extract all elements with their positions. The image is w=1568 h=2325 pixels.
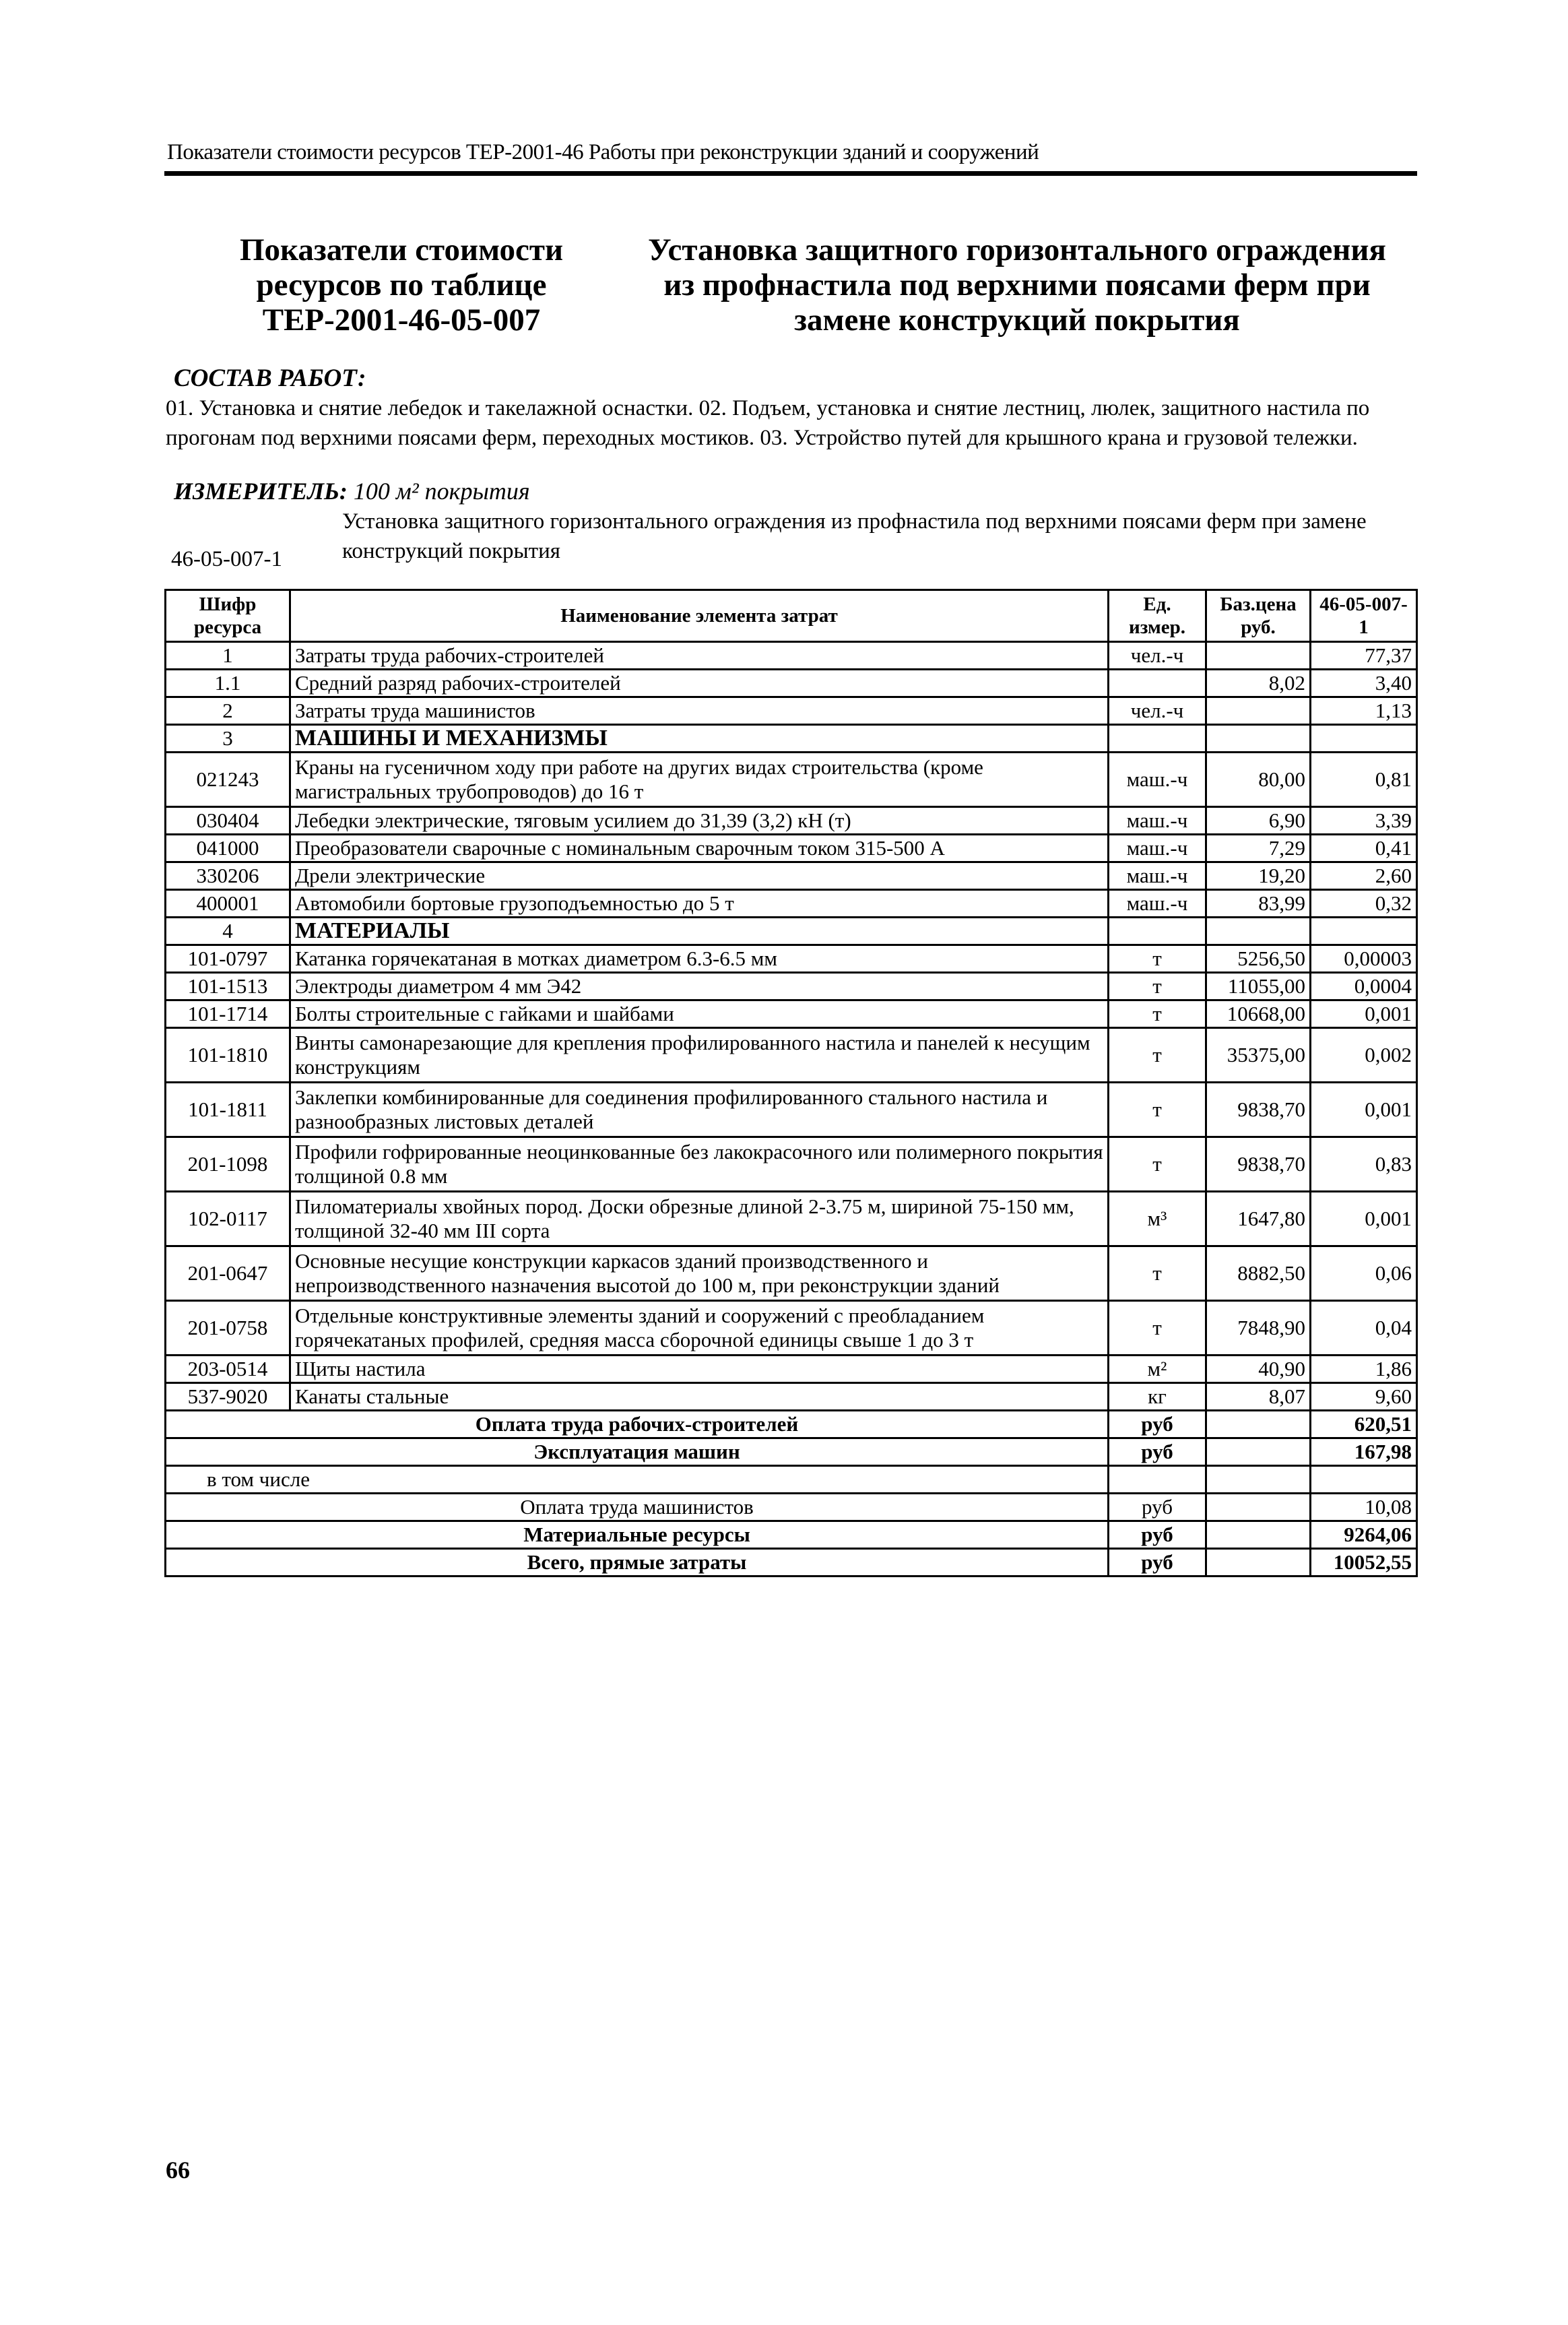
- cell-price: 9838,70: [1206, 1083, 1311, 1137]
- cell-qty: 3,39: [1311, 807, 1417, 835]
- cell-qty: 0,001: [1311, 1083, 1417, 1137]
- cell-price: 8882,50: [1206, 1246, 1311, 1301]
- table-row: [166, 1383, 1417, 1411]
- total-label: Эксплуатация машин: [166, 1438, 1109, 1466]
- header-price: Баз.цена руб.: [1206, 590, 1311, 642]
- table-row: [166, 753, 1417, 807]
- cell-code: 101-1810: [166, 1028, 290, 1083]
- cell-unit: т: [1109, 1301, 1206, 1356]
- cell-code: 201-1098: [166, 1137, 290, 1192]
- table-row: [166, 890, 1417, 918]
- cell-price: 19,20: [1206, 862, 1311, 890]
- table-row: [166, 1356, 1417, 1383]
- cell-code: 201-0758: [166, 1301, 290, 1356]
- cell-price: 11055,00: [1206, 973, 1311, 1000]
- cell-code: 101-1513: [166, 973, 290, 1000]
- cell-qty: 0,00003: [1311, 945, 1417, 973]
- cell-code: 3: [166, 725, 290, 753]
- table-row: [166, 642, 1417, 670]
- cell-name: Средний разряд рабочих-строителей: [290, 670, 1109, 697]
- cell-qty: [1311, 918, 1417, 945]
- cell-code: 101-1714: [166, 1000, 290, 1028]
- total-unit: руб: [1109, 1411, 1206, 1438]
- running-header: Показатели стоимости ресурсов ТЕР-2001-46 Работы при реконструкции зданий и сооружений: [167, 140, 1039, 164]
- cell-name: Пиломатериалы хвойных пород. Доски обрезные длиной 2-3.75 м, шириной 75-150 мм, толщиной 32-40 мм III сорта: [290, 1192, 1109, 1246]
- total-row: [166, 1521, 1417, 1549]
- cost-table-body: [166, 642, 1417, 1576]
- total-value: [1311, 1466, 1417, 1494]
- cell-qty: 0,81: [1311, 753, 1417, 807]
- norm-description: Установка защитного горизонтального ограждения из профнастила под верхними поясами ферм при замене конструкций покрытия: [342, 509, 1367, 563]
- header-unit: Ед. измер.: [1109, 590, 1206, 642]
- cell-name: Дрели электрические: [290, 862, 1109, 890]
- cell-code: 101-0797: [166, 945, 290, 973]
- header-rule: [164, 171, 1417, 176]
- cell-code: 041000: [166, 835, 290, 862]
- cell-price: 35375,00: [1206, 1028, 1311, 1083]
- cell-code: 021243: [166, 753, 290, 807]
- cell-name: МАТЕРИАЛЫ: [290, 918, 1109, 945]
- table-row: [166, 1000, 1417, 1028]
- total-empty-cell: [1206, 1466, 1311, 1494]
- cell-unit: чел.-ч: [1109, 642, 1206, 670]
- table-row: [166, 862, 1417, 890]
- cell-code: 2: [166, 697, 290, 725]
- table-row: [166, 835, 1417, 862]
- cell-code: 102-0117: [166, 1192, 290, 1246]
- cell-qty: 0,001: [1311, 1192, 1417, 1246]
- table-row: [166, 945, 1417, 973]
- cell-price: 40,90: [1206, 1356, 1311, 1383]
- cell-name: Профили гофрированные неоцинкованные без лакокрасочного или полимерного покрытия толщиной 0.8 мм: [290, 1137, 1109, 1192]
- cell-price: 80,00: [1206, 753, 1311, 807]
- cell-qty: 2,60: [1311, 862, 1417, 890]
- works-description: 01. Установка и снятие лебедок и такелажной оснастки. 02. Подъем, установка и снятие лестниц, люлек, защитного настила по прогонам под верхними поясами ферм, переходных мостиков. 03. Устройство путей для крышного крана и грузовой тележки.: [166, 396, 1370, 450]
- cell-name: МАШИНЫ И МЕХАНИЗМЫ: [290, 725, 1109, 753]
- cell-name: Электроды диаметром 4 мм Э42: [290, 973, 1109, 1000]
- cell-qty: 1,86: [1311, 1356, 1417, 1383]
- total-row: [166, 1411, 1417, 1438]
- cell-qty: 0,83: [1311, 1137, 1417, 1192]
- total-label: Материальные ресурсы: [166, 1521, 1109, 1549]
- total-label: в том числе: [166, 1466, 1109, 1494]
- cell-name: Заклепки комбинированные для соединения профилированного стального настила и разнообразных листовых деталей: [290, 1083, 1109, 1137]
- cell-code: 537-9020: [166, 1383, 290, 1411]
- works-label: СОСТАВ РАБОТ:: [174, 364, 366, 392]
- cell-qty: 0,04: [1311, 1301, 1417, 1356]
- cell-unit: маш.-ч: [1109, 753, 1206, 807]
- cell-qty: 3,40: [1311, 670, 1417, 697]
- cell-unit: т: [1109, 1028, 1206, 1083]
- cell-qty: 0,002: [1311, 1028, 1417, 1083]
- cell-price: [1206, 697, 1311, 725]
- cell-unit: м³: [1109, 1192, 1206, 1246]
- header-name: Наименование элемента затрат: [290, 590, 1109, 642]
- cell-code: 1.1: [166, 670, 290, 697]
- cell-price: 6,90: [1206, 807, 1311, 835]
- cell-code: 330206: [166, 862, 290, 890]
- cell-price: 7848,90: [1206, 1301, 1311, 1356]
- cell-unit: т: [1109, 1000, 1206, 1028]
- total-row: [166, 1466, 1417, 1494]
- table-row: [166, 973, 1417, 1000]
- total-value: 10,08: [1311, 1494, 1417, 1521]
- work-title: Установка защитного горизонтального ограждения из профнастила под верхними поясами ферм при замене конструкций покрытия: [648, 232, 1386, 338]
- table-row: [166, 725, 1417, 753]
- measure-value: 100 м² покрытия: [353, 478, 530, 505]
- cell-price: 7,29: [1206, 835, 1311, 862]
- cell-unit: т: [1109, 1246, 1206, 1301]
- cell-unit: чел.-ч: [1109, 697, 1206, 725]
- cell-code: 1: [166, 642, 290, 670]
- cell-unit: маш.-ч: [1109, 807, 1206, 835]
- cell-unit: маш.-ч: [1109, 862, 1206, 890]
- cell-price: [1206, 918, 1311, 945]
- cell-unit: [1109, 670, 1206, 697]
- cell-name: Автомобили бортовые грузоподъемностью до 5 т: [290, 890, 1109, 918]
- cell-price: 5256,50: [1206, 945, 1311, 973]
- header-code: Шифр ресурса: [166, 590, 290, 642]
- cell-unit: т: [1109, 973, 1206, 1000]
- cell-price: 83,99: [1206, 890, 1311, 918]
- table-row: [166, 1028, 1417, 1083]
- cell-qty: [1311, 725, 1417, 753]
- norm-code: 46-05-007-1: [171, 547, 282, 571]
- total-empty-cell: [1206, 1521, 1311, 1549]
- cell-name: Лебедки электрические, тяговым усилием до 31,39 (3,2) кН (т): [290, 807, 1109, 835]
- cost-table: [164, 589, 1418, 1577]
- total-unit: руб: [1109, 1438, 1206, 1466]
- cell-code: 201-0647: [166, 1246, 290, 1301]
- cell-unit: [1109, 725, 1206, 753]
- cell-price: 8,02: [1206, 670, 1311, 697]
- total-label: Оплата труда рабочих-строителей: [166, 1411, 1109, 1438]
- cell-name: Отдельные конструктивные элементы зданий и сооружений с преобладанием горячекатаных профилей, средняя масса сборочной единицы свыше 1 до 3 т: [290, 1301, 1109, 1356]
- cell-price: [1206, 642, 1311, 670]
- cell-unit: маш.-ч: [1109, 890, 1206, 918]
- table-row: [166, 670, 1417, 697]
- cell-unit: м²: [1109, 1356, 1206, 1383]
- header-qty: 46-05-007-1: [1311, 590, 1417, 642]
- total-row: [166, 1438, 1417, 1466]
- cell-unit: т: [1109, 945, 1206, 973]
- cell-price: 1647,80: [1206, 1192, 1311, 1246]
- total-value: 167,98: [1311, 1438, 1417, 1466]
- table-title: Показатели стоимости ресурсов по таблице ТЕР-2001-46-05-007: [239, 232, 564, 338]
- total-value: 9264,06: [1311, 1521, 1417, 1549]
- table-row: [166, 1192, 1417, 1246]
- cell-qty: 0,41: [1311, 835, 1417, 862]
- total-row: [166, 1494, 1417, 1521]
- table-row: [166, 1137, 1417, 1192]
- cell-unit: т: [1109, 1137, 1206, 1192]
- total-empty-cell: [1206, 1494, 1311, 1521]
- cell-qty: 0,001: [1311, 1000, 1417, 1028]
- cell-code: 101-1811: [166, 1083, 290, 1137]
- cell-code: 030404: [166, 807, 290, 835]
- cell-unit: [1109, 918, 1206, 945]
- total-empty-cell: [1206, 1411, 1311, 1438]
- cell-price: [1206, 725, 1311, 753]
- cell-name: Основные несущие конструкции каркасов зданий производственного и непроизводственного назначения высотой до 100 м, при реконструкции зданий: [290, 1246, 1109, 1301]
- total-unit: [1109, 1466, 1206, 1494]
- measure-line: [174, 477, 530, 505]
- cell-name: Болты строительные с гайками и шайбами: [290, 1000, 1109, 1028]
- cell-code: 203-0514: [166, 1356, 290, 1383]
- total-label: Всего, прямые затраты: [166, 1549, 1109, 1576]
- cell-name: Затраты труда рабочих-строителей: [290, 642, 1109, 670]
- cell-name: Краны на гусеничном ходу при работе на других видах строительства (кроме магистральных трубопроводов) до 16 т: [290, 753, 1109, 807]
- total-row: [166, 1549, 1417, 1576]
- cell-price: 8,07: [1206, 1383, 1311, 1411]
- total-unit: руб: [1109, 1494, 1206, 1521]
- cell-qty: 0,06: [1311, 1246, 1417, 1301]
- total-value: 10052,55: [1311, 1549, 1417, 1576]
- table-row: [166, 807, 1417, 835]
- cell-price: 10668,00: [1206, 1000, 1311, 1028]
- table-row: [166, 1301, 1417, 1356]
- cell-name: Щиты настила: [290, 1356, 1109, 1383]
- cell-qty: 1,13: [1311, 697, 1417, 725]
- cell-name: Преобразователи сварочные с номинальным сварочным током 315-500 А: [290, 835, 1109, 862]
- cell-qty: 77,37: [1311, 642, 1417, 670]
- cell-code: 400001: [166, 890, 290, 918]
- cell-name: Канаты стальные: [290, 1383, 1109, 1411]
- table-row: [166, 918, 1417, 945]
- cell-qty: 0,0004: [1311, 973, 1417, 1000]
- cell-name: Винты самонарезающие для крепления профилированного настила и панелей к несущим конструкциям: [290, 1028, 1109, 1083]
- total-empty-cell: [1206, 1549, 1311, 1576]
- total-unit: руб: [1109, 1521, 1206, 1549]
- total-label: Оплата труда машинистов: [166, 1494, 1109, 1521]
- cell-unit: маш.-ч: [1109, 835, 1206, 862]
- total-empty-cell: [1206, 1438, 1311, 1466]
- table-row: [166, 1083, 1417, 1137]
- cell-unit: т: [1109, 1083, 1206, 1137]
- cell-unit: кг: [1109, 1383, 1206, 1411]
- cell-name: Затраты труда машинистов: [290, 697, 1109, 725]
- table-row: [166, 1246, 1417, 1301]
- page-number: 66: [166, 2157, 190, 2184]
- cell-price: 9838,70: [1206, 1137, 1311, 1192]
- cell-qty: 0,32: [1311, 890, 1417, 918]
- measure-label: ИЗМЕРИТЕЛЬ:: [174, 478, 348, 505]
- cell-name: Катанка горячекатаная в мотках диаметром 6.3-6.5 мм: [290, 945, 1109, 973]
- total-unit: руб: [1109, 1549, 1206, 1576]
- total-value: 620,51: [1311, 1411, 1417, 1438]
- cell-code: 4: [166, 918, 290, 945]
- cell-qty: 9,60: [1311, 1383, 1417, 1411]
- table-row: [166, 697, 1417, 725]
